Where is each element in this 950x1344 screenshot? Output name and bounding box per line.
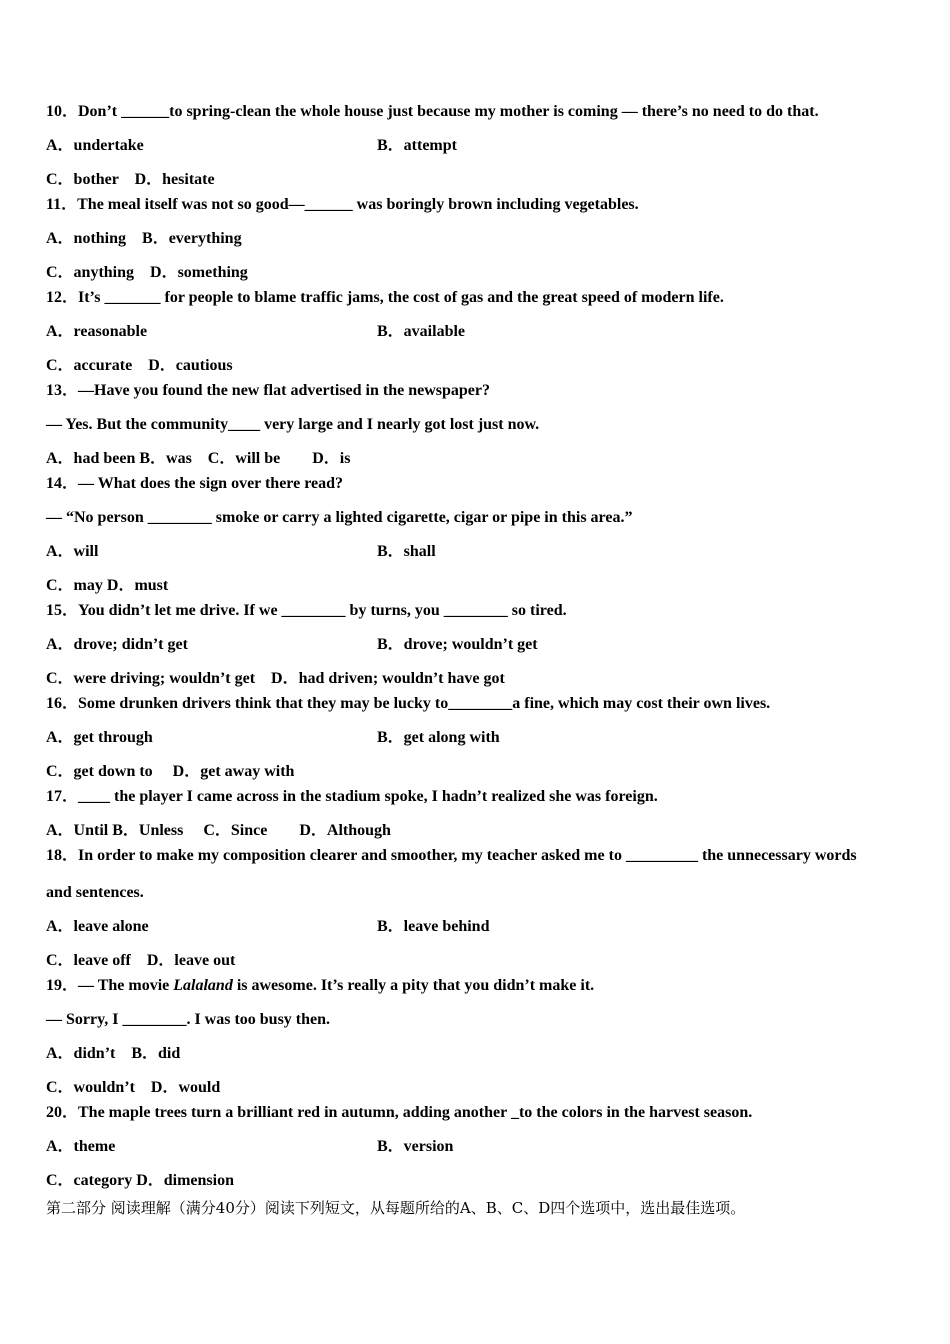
question-16-stem: 16．Some drunken drivers think that they may be lucky to________a fine, which may cost their own lives. [46,695,771,712]
question-20-options-cd: C．category D．dimension [46,1172,234,1189]
question-10-stem: 10．Don’t ______to spring-clean the whole house just because my mother is coming — there’s no need to do that. [46,103,819,120]
question-18-stem: 18．In order to make my composition clearer and smoother, my teacher asked me to _________ the unnecessary words [46,847,857,864]
question-15-stem: 15．You didn’t let me drive. If we ________ by turns, you ________ so tired. [46,602,567,619]
question-13-stem: 13．—Have you found the new flat advertised in the newspaper? [46,382,491,399]
question-18-option-a: A．leave alone [46,918,149,935]
question-14-options-cd: C．may D．must [46,577,169,594]
question-18-options-cd: C．leave off D．leave out [46,952,236,969]
question-16-option-b: B．get along with [377,729,500,746]
question-19-options-cd: C．wouldn’t D．would [46,1079,221,1096]
question-13-reply: — Yes. But the community____ very large and I nearly got lost just now. [46,416,540,433]
question-17-options: A．Until B．Unless C．Since D．Although [46,822,391,839]
question-12-option-a: A．reasonable [46,323,148,340]
question-17-stem: 17．____ the player I came across in the stadium spoke, I hadn’t realized she was foreign. [46,788,658,805]
question-10-option-b: B．attempt [377,137,457,154]
question-16-option-a: A．get through [46,729,153,746]
question-13-options: A．had been B．was C．will be D．is [46,450,351,467]
question-10-options-cd: C．bother D．hesitate [46,171,215,188]
question-11-options-ab: A．nothing B．everything [46,230,242,247]
question-20-option-a: A．theme [46,1138,116,1155]
question-19-stem-end: is awesome. It’s really a pity that you didn’t make it. [232,977,595,994]
question-18-option-b: B．leave behind [377,918,490,935]
question-12-option-b: B．available [377,323,466,340]
question-20-option-b: B．version [377,1138,454,1155]
question-12-options-cd: C．accurate D．cautious [46,357,233,374]
question-10-option-a: A．undertake [46,137,144,154]
question-15-options-cd: C．were driving; wouldn’t get D．had driven; wouldn’t have got [46,670,505,687]
question-15-option-a: A．drove; didn’t get [46,636,188,653]
question-19-reply: — Sorry, I ________. I was too busy then. [46,1011,331,1028]
movie-title: Lalaland [173,977,233,994]
question-14-reply: — “No person ________ smoke or carry a lighted cigarette, cigar or pipe in this area.” [46,509,633,526]
section-heading: 第二部分 阅读理解（满分40分）阅读下列短文，从每题所给的A、B、C、D四个选项中，选出最佳选项。 [46,1199,746,1217]
question-12-stem: 12．It’s _______ for people to blame traffic jams, the cost of gas and the great speed of modern life. [46,289,724,306]
question-14-option-b: B．shall [377,543,436,560]
question-19-stem [46,976,594,996]
question-19-stem-start: 19．— The movie [46,977,174,994]
question-14-option-a: A．will [46,543,99,560]
question-14-stem: 14．— What does the sign over there read? [46,475,344,492]
question-18-stem-continued: and sentences. [46,884,144,901]
question-19-options-ab: A．didn’t B．did [46,1045,181,1062]
question-11-stem: 11．The meal itself was not so good—______ was boringly brown including vegetables. [46,196,639,213]
question-16-options-cd: C．get down to D．get away with [46,763,295,780]
question-15-option-b: B．drove; wouldn’t get [377,636,538,653]
question-11-options-cd: C．anything D．something [46,264,248,281]
question-20-stem: 20．The maple trees turn a brilliant red in autumn, adding another _to the colors in the harvest season. [46,1104,753,1121]
